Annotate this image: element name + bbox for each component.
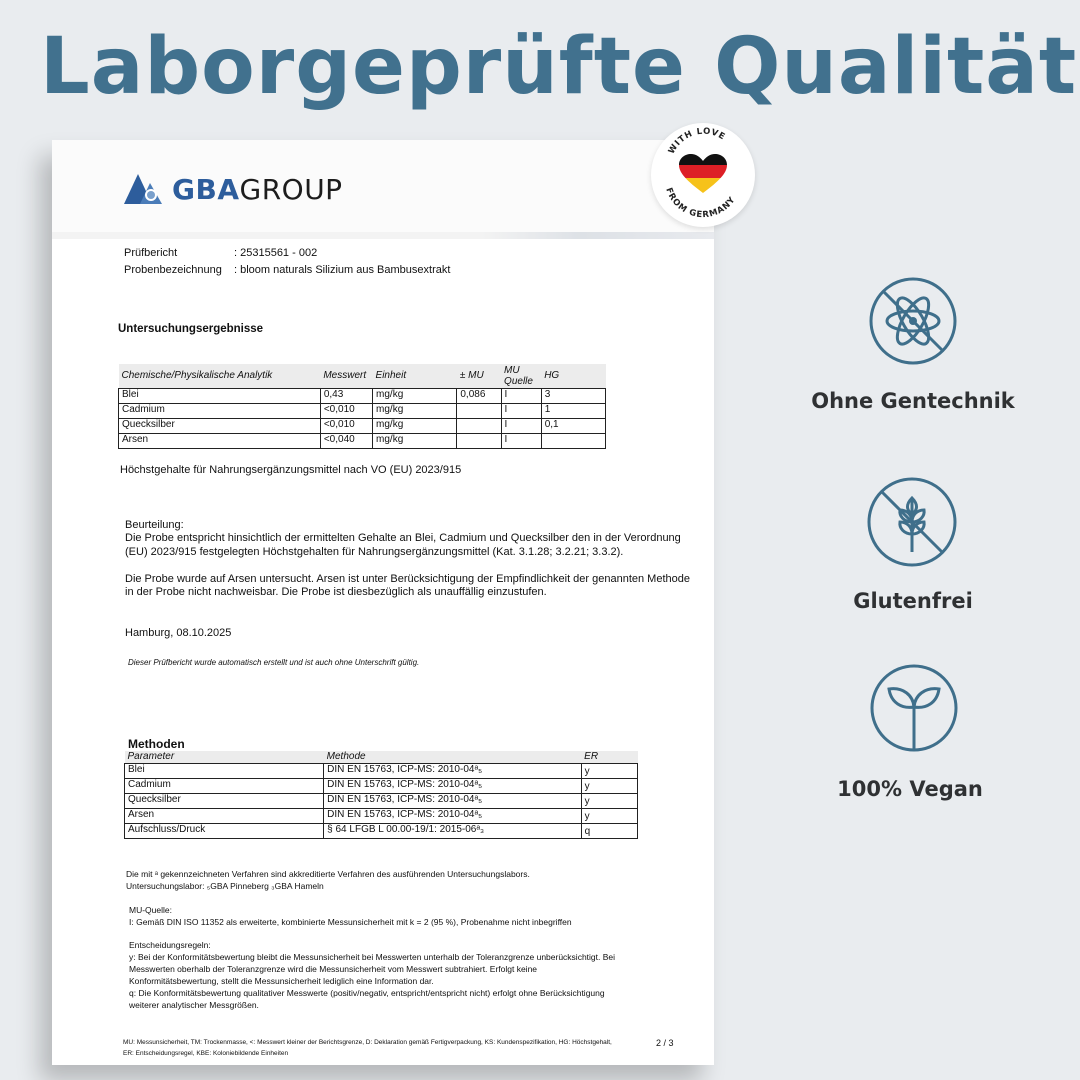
- wheat-crossed-icon: [866, 476, 958, 573]
- cell-er: q: [581, 824, 637, 839]
- cell-messwert: <0,010: [320, 419, 372, 434]
- cell-methode: § 64 LFGB L 00.00-19/1: 2015-06ᵃ₃: [324, 824, 582, 839]
- entscheidung-line-5: weiterer analytischer Messgrößen.: [129, 1000, 259, 1010]
- cell-hg: 3: [541, 389, 605, 404]
- table-row: [125, 824, 638, 839]
- probe-label: Probenbezeichnung: [124, 264, 222, 276]
- cell-parameter: Aufschluss/Druck: [125, 824, 324, 839]
- table-row: [125, 764, 638, 779]
- methoden-table: [124, 751, 638, 839]
- cell-name: Arsen: [119, 434, 321, 449]
- table-row: [125, 794, 638, 809]
- cell-er: y: [581, 794, 637, 809]
- cell-mu: [457, 404, 501, 419]
- entscheidung-label: Entscheidungsregeln:: [129, 940, 211, 950]
- entscheidung-line-2: Messwerten oberhalb der Toleranzgrenze wird die Messunsicherheit vom Messwert subtrahiert. Erfolgt keine: [129, 964, 538, 974]
- section-title: Untersuchungsergebnisse: [118, 323, 264, 335]
- methoden-header-row: [125, 751, 638, 764]
- header-methode: Methode: [324, 751, 582, 764]
- header-divider: [52, 232, 714, 239]
- table-row: [119, 419, 606, 434]
- entscheidung-line-3: Konformitätsbewertung, stellt die Messunsicherheit lediglich eine Information dar.: [129, 976, 434, 986]
- table-row: [119, 389, 606, 404]
- gba-group-logo: [124, 173, 343, 206]
- beurteilung-line-1: Die Probe entspricht hinsichtlich der ermittelten Gehalte an Blei, Cadmium und Quecksilber den in der Verordnung: [125, 532, 681, 544]
- cell-parameter: Quecksilber: [125, 794, 324, 809]
- cell-er: y: [581, 764, 637, 779]
- beurteilung-label: Beurteilung:: [125, 519, 184, 531]
- cell-hg: 0,1: [541, 419, 605, 434]
- badge-graphic: [651, 123, 755, 227]
- table-row: [125, 809, 638, 824]
- header-analytik: Chemische/Physikalische Analytik: [119, 364, 321, 389]
- arsen-line-2: in der Probe nicht nachweisbar. Die Probe ist diesbezüglich als unauffällig einzustufen.: [125, 586, 547, 598]
- cell-name: Blei: [119, 389, 321, 404]
- header-parameter: Parameter: [125, 751, 324, 764]
- with-love-from-germany-badge: [651, 123, 755, 227]
- page-number: 2 / 3: [656, 1038, 674, 1048]
- results-table: [118, 364, 606, 449]
- table-row: [119, 404, 606, 419]
- sprout-icon: [869, 663, 959, 758]
- cell-er: y: [581, 779, 637, 794]
- cell-parameter: Arsen: [125, 809, 324, 824]
- cell-messwert: 0,43: [320, 389, 372, 404]
- pruefbericht-value: : 25315561 - 002: [234, 247, 318, 259]
- cell-einheit: mg/kg: [373, 404, 457, 419]
- brand-group: GROUP: [239, 173, 343, 206]
- cell-mu: 0,086: [457, 389, 501, 404]
- feature-label-glutenfrei: Glutenfrei: [853, 589, 973, 613]
- brand-gba: GBA: [172, 173, 240, 206]
- table-row: [119, 434, 606, 449]
- entscheidung-line-4: q: Die Konformitätsbewertung qualitativer Messwerte (positiv/negativ, entspricht/entspricht nicht) erfolgt ohne Berücksichtigung: [129, 988, 605, 998]
- cell-quelle: I: [501, 389, 541, 404]
- cell-name: Cadmium: [119, 404, 321, 419]
- auto-generated-note: Dieser Prüfbericht wurde automatisch erstellt und ist auch ohne Unterschrift gültig.: [128, 658, 420, 667]
- cell-parameter: Blei: [125, 764, 324, 779]
- table-row: [125, 779, 638, 794]
- methoden-title: Methoden: [128, 737, 185, 751]
- cell-einheit: mg/kg: [373, 434, 457, 449]
- badge-bottom-text: FROM GERMANY: [663, 186, 738, 221]
- feature-label-vegan: 100% Vegan: [837, 777, 983, 801]
- cell-methode: DIN EN 15763, ICP-MS: 2010-04ᵃ₅: [324, 794, 582, 809]
- header-messwert: Messwert: [320, 364, 372, 389]
- german-flag-heart-icon: [671, 151, 735, 198]
- cell-einheit: mg/kg: [373, 419, 457, 434]
- feature-label-ohne-gentechnik: Ohne Gentechnik: [811, 389, 1015, 413]
- lab-report-document: [52, 140, 714, 1065]
- mu-quelle-label: MU-Quelle:: [129, 905, 172, 915]
- cell-hg: 1: [541, 404, 605, 419]
- header-hg: HG: [541, 364, 605, 389]
- header-mu-quelle-2: Quelle: [504, 376, 533, 387]
- gba-logo-icon: [124, 174, 164, 206]
- cell-er: y: [581, 809, 637, 824]
- cell-einheit: mg/kg: [373, 389, 457, 404]
- cell-quelle: I: [501, 404, 541, 419]
- cell-messwert: <0,040: [320, 434, 372, 449]
- untersuchungslabor: Untersuchungslabor: ₅GBA Pinneberg ₃GBA Hameln: [126, 881, 324, 891]
- header-mu-quelle-1: MU: [504, 365, 520, 376]
- cell-methode: DIN EN 15763, ICP-MS: 2010-04ᵃ₅: [324, 779, 582, 794]
- place-date: Hamburg, 08.10.2025: [125, 627, 232, 639]
- mu-quelle-text: I: Gemäß DIN ISO 11352 als erweiterte, kombinierte Messunsicherheit mit k = 2 (95 %), Probenahme nicht inbegriffen: [129, 917, 572, 927]
- footer-line-2: ER: Entscheidungsregel, KBE: Koloniebildende Einheiten: [123, 1050, 289, 1057]
- cell-parameter: Cadmium: [125, 779, 324, 794]
- footer-line-1: MU: Messunsicherheit, TM: Trockenmasse, <: Messwert kleiner der Berichtsgrenze, D: Deklaration gemäß Fertigverpackung, KS: Kundenspezifikation, HG: Höchstgehalt,: [123, 1039, 612, 1046]
- cell-messwert: <0,010: [320, 404, 372, 419]
- probe-value: : bloom naturals Silizium aus Bambusextrakt: [234, 264, 451, 276]
- cell-mu: [457, 434, 501, 449]
- cell-methode: DIN EN 15763, ICP-MS: 2010-04ᵃ₅: [324, 764, 582, 779]
- results-header-row: [119, 364, 606, 389]
- svg-text:WITH LOVE: [667, 127, 727, 156]
- pruefbericht-label: Prüfbericht: [124, 247, 178, 259]
- akkreditiert-note: Die mit ᵃ gekennzeichneten Verfahren sind akkreditierte Verfahren des ausführenden Untersuchungslabors.: [126, 869, 530, 879]
- atom-crossed-icon: [868, 276, 958, 371]
- cell-quelle: I: [501, 434, 541, 449]
- cell-methode: DIN EN 15763, ICP-MS: 2010-04ᵃ₅: [324, 809, 582, 824]
- page-headline: Laborgeprüfte Qualität: [40, 22, 1078, 112]
- cell-mu: [457, 419, 501, 434]
- cell-quelle: I: [501, 419, 541, 434]
- hoechstgehalte-note: Höchstgehalte für Nahrungsergänzungsmittel nach VO (EU) 2023/915: [120, 464, 462, 476]
- header-mu: ± MU: [457, 364, 501, 389]
- entscheidung-line-1: y: Bei der Konformitätsbewertung bleibt die Messunsicherheit bei Messwerten unterhalb der Toleranzgrenze unberücksichtigt. Bei: [129, 952, 616, 962]
- header-er: ER: [581, 751, 637, 764]
- arsen-line-1: Die Probe wurde auf Arsen untersucht. Arsen ist unter Berücksichtigung der Empfindlichkeit der genannten Methode: [125, 573, 690, 585]
- cell-hg: [541, 434, 605, 449]
- beurteilung-line-2: (EU) 2023/915 festgelegten Höchstgehalten für Nahrungsergänzungsmittel (Kat. 3.1.28; 3.2.21; 3.3.2).: [125, 546, 624, 558]
- badge-top-text: WITH LOVE: [666, 126, 728, 156]
- cell-name: Quecksilber: [119, 419, 321, 434]
- header-einheit: Einheit: [373, 364, 457, 389]
- header-mu-quelle: [501, 364, 541, 389]
- svg-text:FROM GERMANY: [663, 186, 738, 220]
